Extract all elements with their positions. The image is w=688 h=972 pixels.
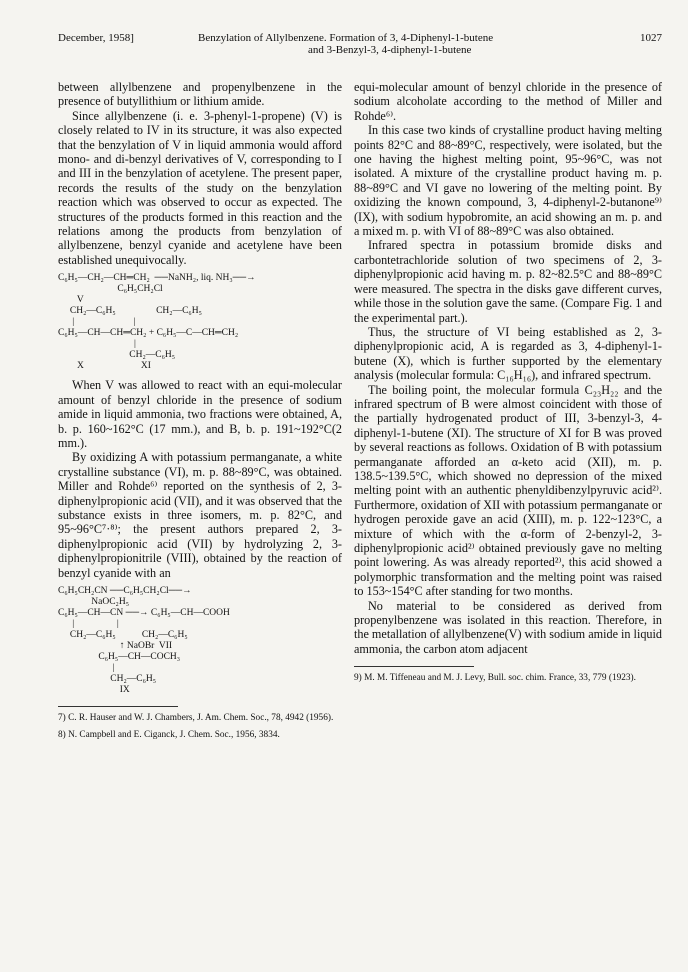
right-paragraph-5: The boiling point, the molecular formula C₂₃H₂₂ and the infrared spectrum of B were almost coincident with those of the partially hydrogenated product of III, 3-benzyl-3, 4-diphenyl-1-butene (XI). The structure of XI for B was proved by several reactions as follows. Oxidation of B with potassium permanganate afforded an α-keto acid (XII), m. p. 138.5~139.5°C, which showed no depression of the mixed melting point with an authentic phenyldibenzylpyruvic acid²⁾. Furthermore, oxidation of XII with potassium permanganate or hydrogen peroxide gave an acid (XIII), m. p. 122~123°C, a mixture of which with the α-form of 2-benzyl-2, 3-diphenylpropionic acid²⁾ obtained previously gave no melting point lowering. As was already reported²⁾, this acid showed a polymorphic transformation and the melting point was raised to 153~154°C after standing for two months. (354, 382, 662, 599)
footnote-8: 8) N. Campbell and E. Ciganck, J. Chem. Soc., 1956, 3834. (58, 729, 280, 740)
footnote-7: 7) C. R. Hauser and W. J. Chambers, J. Am. Chem. Soc., 78, 4942 (1956). (58, 712, 334, 723)
header-date: December, 1958] (58, 32, 134, 44)
right-paragraph-3: Infrared spectra in potassium bromide disks and carbontetrachloride solution of two specimens of 2, 3-diphenylpropionic acid having m. p. 82~82.5°C and 88~89°C were measured. The spectra in the disks gave different curves, while those in the solution gave the same. (Compare Fig. 1 and the experimental part.). (354, 238, 662, 325)
left-column (58, 80, 342, 741)
header-title-line1: Benzylation of Allylbenzene. Formation of 3, 4-Diphenyl-1-butene (198, 32, 494, 44)
footnote-divider-right (354, 666, 474, 667)
page-header (58, 32, 662, 62)
reaction-scheme-2: C₆H₅CH₂CN ──C₆H₅CH₂Cl──→ NaOC₂H₅ C₆H₅—CH—CN ──→ C₆H₅—CH—COOH | | CH₂—C₆H₅ CH₂—C₆H₅ ↑ NaOBr VII C₆H₅—CH—COCH₃ | CH₂—C₆H₅ IX (58, 585, 230, 695)
right-paragraph-1: equi-molecular amount of benzyl chloride in the presence of sodium alcoholate according to the method of Miller and Rohde⁶⁾. (354, 80, 662, 123)
page-number: 1027 (640, 32, 662, 44)
right-paragraph-6: No material to be considered as derived from propenylbenzene was isolated in this reaction. Therefore, in the metallation of allylbenzene(V) with sodium amide in liquid ammonia, the carbon atom adjacent (354, 598, 662, 656)
footnote-9: 9) M. M. Tiffeneau and M. J. Levy, Bull. soc. chim. France, 33, 779 (1923). (354, 673, 636, 684)
left-paragraph-4: By oxidizing A with potassium permanganate, a white crystalline substance (VI), m. p. 88~89°C, was obtained. Miller and Rohde⁶⁾ reported on the synthesis of 2, 3-diphenylpropionic acid (VII), and it was observed that the substance exists in three isomers, m. p. 82°C, and 95~96°C⁷·⁸⁾; the present authors prepared 2, 3-diphenylpropionic acid (VII) by hydrolyzing 2, 3-diphenylpropionitrile (VIII), obtained by the reaction of benzyl cyanide with an (58, 450, 342, 580)
header-title-line2: and 3-Benzyl-3, 4-diphenyl-1-butene (308, 44, 472, 56)
left-paragraph-3: When V was allowed to react with an equi-molecular amount of benzyl chloride in the presence of sodium amide in liquid ammonia, two fractions were obtained, A, b. p. 160~162°C (17 mm.), and B, b. p. 191~192°C(2 mm.). (58, 378, 342, 450)
reaction-scheme-1: C₆H₅—CH₂—CH═CH₂ ──NaNH₂, liq. NH₃──→ C₆H₅CH₂Cl V CH₂—C₆H₅ CH₂—C₆H₅ | | C₆H₅—CH—CH═CH₂ + C₆H₅—C—CH═CH₂ | CH₂—C₆H₅ X XI (58, 273, 256, 372)
left-paragraph-1: between allylbenzene and propenylbenzene in the presence of butyllithium or lithium amide. (58, 80, 342, 109)
footnote-divider (58, 706, 178, 707)
right-paragraph-4: Thus, the structure of VI being established as 2, 3-diphenylpropionic acid, A is regarded as 3, 4-diphenyl-1-butene (X), which is further supported by the elementary analysis (molecular formula: C₁₆H₁₆), and infrared spectrum. (354, 324, 662, 383)
left-paragraph-2: Since allylbenzene (i. e. 3-phenyl-1-propene) (V) is closely related to IV in its structure, it was also expected that the benzylation of V in liquid ammonia would afford mono- and di-benzyl derivatives of V, corresponding to I and III in the benzylation of acetylene. The present paper, records the results of the study on the benzylation reaction which was observed to occur as expected. The structures of the products formed in this reaction and the relations among the products from benzylation of allylbenzene, benzyl cyanide and acetylene have been established unequivocally. (58, 108, 342, 267)
right-column (354, 80, 662, 684)
right-paragraph-2: In this case two kinds of crystalline product having melting points 82°C and 88~89°C, respectively, were isolated, but the one having the highest melting point, 95~96°C, was not isolated. A mixture of the crystalline product having m. p. 88~89°C and VI gave no lowering of the melting point. By oxidizing the known compound, 3, 4-diphenyl-2-butanone⁹⁾ (IX), with sodium hypobromite, an acid showing an m. p. and a mixed m. p. with VI of 88~89°C was also obtained. (354, 123, 662, 239)
